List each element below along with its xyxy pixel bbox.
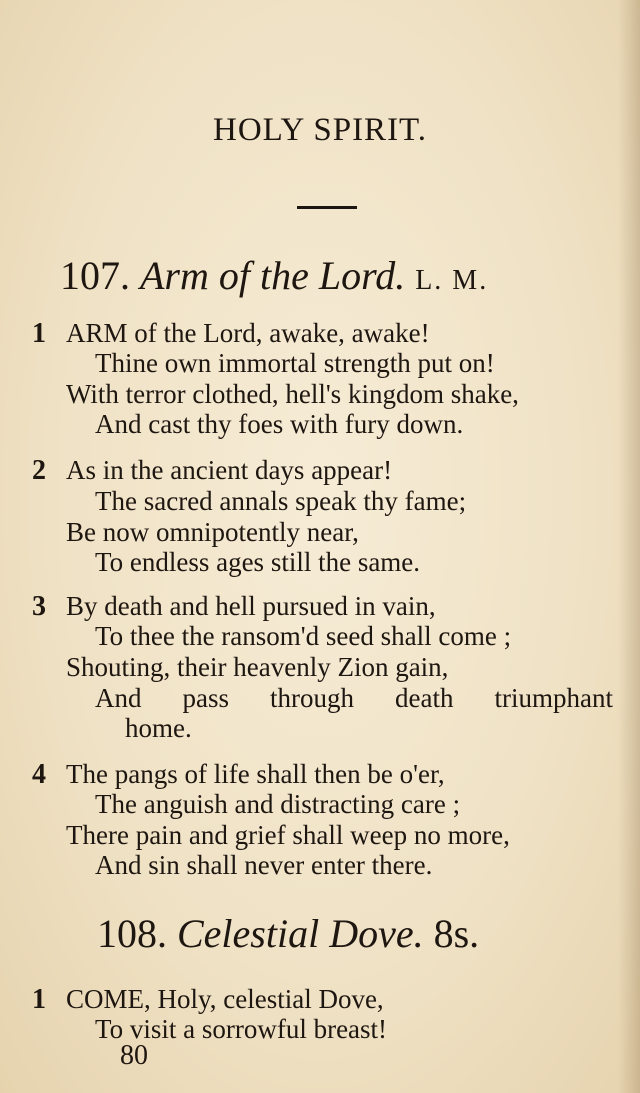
verse-line: COME, Holy, celestial Dove, <box>66 984 384 1014</box>
section-title: HOLY SPIRIT. <box>212 112 428 148</box>
verse-line: Thine own immortal strength put on! <box>95 348 495 378</box>
verse-line: There pain and grief shall weep no more, <box>66 820 510 850</box>
verse-number: 2 <box>32 455 46 486</box>
verse-number: 1 <box>32 984 46 1015</box>
hymn-108-number: 108. <box>97 911 167 956</box>
verse-line: And cast thy foes with fury down. <box>95 409 464 439</box>
verse-line: home. <box>125 713 192 743</box>
verse-line: Be now omnipotently near, <box>66 517 359 547</box>
verse-line: Shouting, their heavenly Zion gain, <box>66 652 449 682</box>
hymn-108-title: Celestial Dove. <box>177 911 424 956</box>
verse-number: 1 <box>32 318 46 349</box>
hymn-108-heading <box>97 910 479 957</box>
page-number: 80 <box>120 1040 148 1071</box>
hymn-108-meter: 8s. <box>433 911 480 956</box>
verse-line: ARM of the Lord, awake, awake! <box>66 318 430 348</box>
verse-line: To thee the ransom'd seed shall come ; <box>95 621 512 651</box>
verse-line: And pass through death triumphant <box>95 683 613 713</box>
verse-line: The anguish and distracting care ; <box>95 789 461 819</box>
verse-number: 3 <box>32 591 46 622</box>
title-rule <box>297 206 357 209</box>
verse-line: With terror clothed, hell's kingdom shake, <box>66 379 519 409</box>
hymn-107-number: 107. <box>60 253 130 298</box>
verse-line: As in the ancient days appear! <box>66 455 393 485</box>
hymn-107-meter: L. M. <box>415 265 489 296</box>
verse-line: To endless ages still the same. <box>95 547 421 577</box>
hymn-107-title: Arm of the Lord. <box>140 253 406 298</box>
verse-line: The sacred annals speak thy fame; <box>95 486 467 516</box>
verse-line: And sin shall never enter there. <box>95 850 433 880</box>
verse-number: 4 <box>32 759 46 790</box>
verse-line: To visit a sorrowful breast! <box>95 1014 388 1044</box>
verse-line: By death and hell pursued in vain, <box>66 591 436 621</box>
verse-line: The pangs of life shall then be o'er, <box>66 759 445 789</box>
hymn-107-heading <box>60 252 488 299</box>
page-edge-shadow <box>618 0 640 1093</box>
